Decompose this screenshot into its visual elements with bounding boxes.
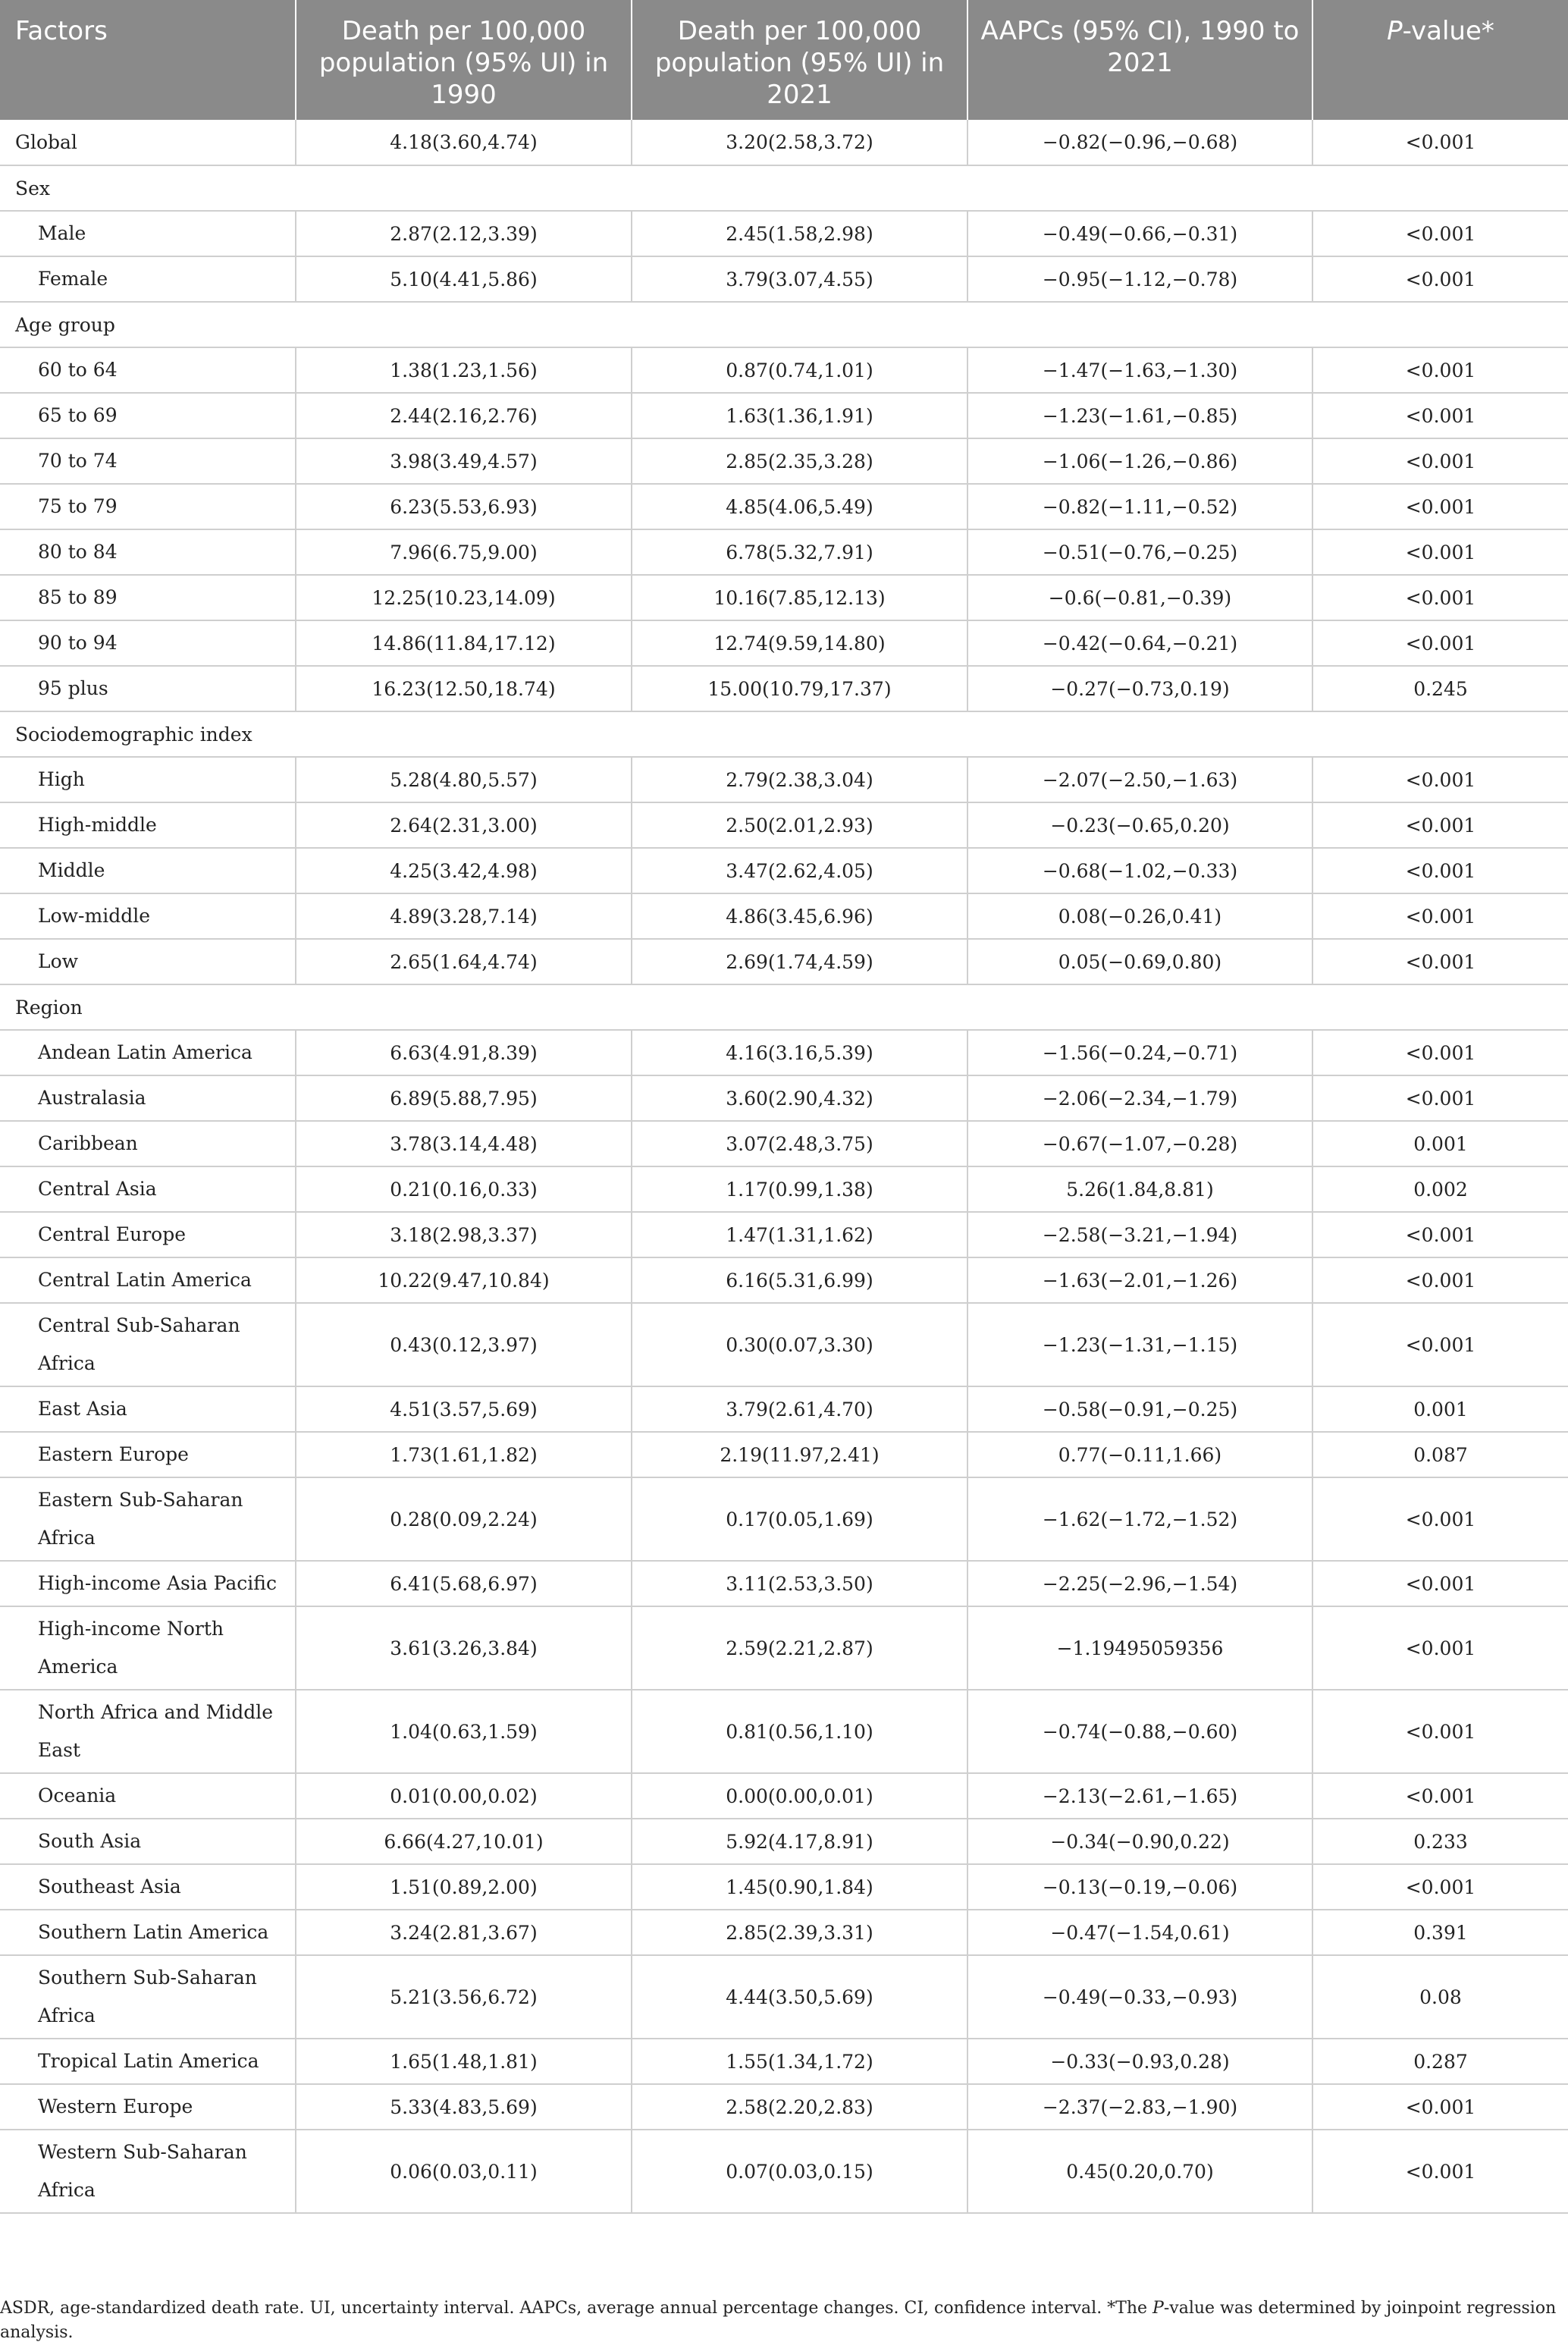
table-row xyxy=(0,438,1568,484)
cell-aapc: −0.74(−0.88,−0.60) xyxy=(967,1690,1312,1773)
table-row xyxy=(0,939,1568,984)
table-row xyxy=(0,1910,1568,1955)
cell-death-2021: 2.59(2.21,2.87) xyxy=(632,1606,967,1690)
cell-death-2021: 2.85(2.39,3.31) xyxy=(632,1910,967,1955)
cell-death-1990: 2.64(2.31,3.00) xyxy=(296,802,632,848)
table-row xyxy=(0,211,1568,256)
cell-death-1990: 1.73(1.61,1.82) xyxy=(296,1432,632,1477)
cell-p-value: <0.001 xyxy=(1312,1561,1568,1606)
table-row xyxy=(0,1477,1568,1561)
table-row xyxy=(0,1212,1568,1257)
cell-death-1990: 0.21(0.16,0.33) xyxy=(296,1166,632,1212)
cell-death-1990: 5.21(3.56,6.72) xyxy=(296,1955,632,2039)
cell-aapc: −0.82(−0.96,−0.68) xyxy=(967,120,1312,165)
table-body xyxy=(0,120,1568,2213)
cell-p-value: 0.001 xyxy=(1312,1121,1568,1166)
cell-death-2021: 1.17(0.99,1.38) xyxy=(632,1166,967,1212)
table-row xyxy=(0,575,1568,620)
table-row xyxy=(0,802,1568,848)
cell-death-2021: 2.45(1.58,2.98) xyxy=(632,211,967,256)
cell-death-2021: 3.11(2.53,3.50) xyxy=(632,1561,967,1606)
cell-death-1990: 4.89(3.28,7.14) xyxy=(296,893,632,939)
cell-factor: Male xyxy=(0,211,296,256)
cell-factor: 65 to 69 xyxy=(0,393,296,438)
header-p-value xyxy=(1312,0,1568,120)
cell-death-2021: 3.20(2.58,3.72) xyxy=(632,120,967,165)
table-row xyxy=(0,848,1568,893)
cell-aapc: −0.13(−0.19,−0.06) xyxy=(967,1864,1312,1910)
cell-p-value: <0.001 xyxy=(1312,438,1568,484)
cell-aapc: −0.51(−0.76,−0.25) xyxy=(967,529,1312,575)
cell-p-value: <0.001 xyxy=(1312,1257,1568,1303)
cell-death-2021: 6.78(5.32,7.91) xyxy=(632,529,967,575)
cell-p-value: <0.001 xyxy=(1312,1212,1568,1257)
table-row xyxy=(0,1606,1568,1690)
cell-aapc: −1.19495059356 xyxy=(967,1606,1312,1690)
cell-p-value: <0.001 xyxy=(1312,1864,1568,1910)
cell-factor: Central Europe xyxy=(0,1212,296,1257)
cell-aapc: −0.42(−0.64,−0.21) xyxy=(967,620,1312,666)
cell-death-1990: 6.63(4.91,8.39) xyxy=(296,1030,632,1075)
table-row xyxy=(0,1819,1568,1864)
cell-death-2021: 3.60(2.90,4.32) xyxy=(632,1075,967,1121)
cell-factor: Female xyxy=(0,256,296,302)
table-header xyxy=(0,0,1568,120)
cell-factor: Andean Latin America xyxy=(0,1030,296,1075)
cell-p-value: <0.001 xyxy=(1312,211,1568,256)
cell-p-value: <0.001 xyxy=(1312,575,1568,620)
cell-death-1990: 0.43(0.12,3.97) xyxy=(296,1303,632,1386)
cell-death-2021: 15.00(10.79,17.37) xyxy=(632,666,967,711)
cell-factor: High-income North America xyxy=(0,1606,296,1690)
cell-factor: 80 to 84 xyxy=(0,529,296,575)
table-row xyxy=(0,1257,1568,1303)
footnote-italic-p: P xyxy=(1152,2299,1164,2318)
cell-death-2021: 4.16(3.16,5.39) xyxy=(632,1030,967,1075)
cell-p-value: 0.287 xyxy=(1312,2039,1568,2084)
cell-p-value: <0.001 xyxy=(1312,2084,1568,2130)
cell-aapc: −0.68(−1.02,−0.33) xyxy=(967,848,1312,893)
table-row xyxy=(0,620,1568,666)
cell-factor: 70 to 74 xyxy=(0,438,296,484)
cell-p-value: <0.001 xyxy=(1312,1773,1568,1819)
section-row xyxy=(0,165,1568,211)
header-p-rest: -value* xyxy=(1402,16,1494,46)
header-p-italic: P xyxy=(1387,16,1403,46)
cell-aapc: −2.37(−2.83,−1.90) xyxy=(967,2084,1312,2130)
header-factors: Factors xyxy=(0,0,296,120)
cell-death-2021: 0.30(0.07,3.30) xyxy=(632,1303,967,1386)
cell-death-2021: 1.63(1.36,1.91) xyxy=(632,393,967,438)
cell-death-1990: 1.51(0.89,2.00) xyxy=(296,1864,632,1910)
cell-death-2021: 0.07(0.03,0.15) xyxy=(632,2130,967,2213)
table-footnote xyxy=(0,2296,1562,2345)
cell-factor: Oceania xyxy=(0,1773,296,1819)
section-title: Age group xyxy=(0,302,1568,347)
cell-p-value: <0.001 xyxy=(1312,529,1568,575)
cell-aapc: −0.33(−0.93,0.28) xyxy=(967,2039,1312,2084)
cell-death-2021: 0.00(0.00,0.01) xyxy=(632,1773,967,1819)
cell-death-1990: 6.23(5.53,6.93) xyxy=(296,484,632,529)
cell-p-value: <0.001 xyxy=(1312,347,1568,393)
cell-factor: Central Sub-Saharan Africa xyxy=(0,1303,296,1386)
cell-death-1990: 5.10(4.41,5.86) xyxy=(296,256,632,302)
cell-death-1990: 1.38(1.23,1.56) xyxy=(296,347,632,393)
cell-death-1990: 3.18(2.98,3.37) xyxy=(296,1212,632,1257)
cell-factor: High-middle xyxy=(0,802,296,848)
cell-death-1990: 6.89(5.88,7.95) xyxy=(296,1075,632,1121)
cell-aapc: −2.13(−2.61,−1.65) xyxy=(967,1773,1312,1819)
cell-factor: Australasia xyxy=(0,1075,296,1121)
table-row xyxy=(0,1773,1568,1819)
cell-p-value: <0.001 xyxy=(1312,848,1568,893)
cell-aapc: 0.05(−0.69,0.80) xyxy=(967,939,1312,984)
cell-death-2021: 12.74(9.59,14.80) xyxy=(632,620,967,666)
table-row xyxy=(0,1864,1568,1910)
cell-death-1990: 0.28(0.09,2.24) xyxy=(296,1477,632,1561)
table-row xyxy=(0,1432,1568,1477)
cell-death-1990: 4.18(3.60,4.74) xyxy=(296,120,632,165)
cell-aapc: −0.34(−0.90,0.22) xyxy=(967,1819,1312,1864)
cell-aapc: 0.08(−0.26,0.41) xyxy=(967,893,1312,939)
cell-death-1990: 0.01(0.00,0.02) xyxy=(296,1773,632,1819)
cell-aapc: −0.23(−0.65,0.20) xyxy=(967,802,1312,848)
table-row xyxy=(0,1955,1568,2039)
cell-p-value: <0.001 xyxy=(1312,1075,1568,1121)
cell-death-2021: 2.69(1.74,4.59) xyxy=(632,939,967,984)
cell-factor: Central Asia xyxy=(0,1166,296,1212)
cell-death-1990: 5.28(4.80,5.57) xyxy=(296,757,632,802)
section-row xyxy=(0,984,1568,1030)
cell-death-1990: 1.04(0.63,1.59) xyxy=(296,1690,632,1773)
cell-p-value: 0.002 xyxy=(1312,1166,1568,1212)
cell-death-2021: 2.85(2.35,3.28) xyxy=(632,438,967,484)
cell-factor: 90 to 94 xyxy=(0,620,296,666)
cell-p-value: <0.001 xyxy=(1312,802,1568,848)
cell-aapc: −0.27(−0.73,0.19) xyxy=(967,666,1312,711)
cell-factor: High-income Asia Pacific xyxy=(0,1561,296,1606)
cell-factor: Western Sub-Saharan Africa xyxy=(0,2130,296,2213)
cell-death-2021: 1.55(1.34,1.72) xyxy=(632,2039,967,2084)
cell-death-2021: 0.17(0.05,1.69) xyxy=(632,1477,967,1561)
cell-factor: 95 plus xyxy=(0,666,296,711)
cell-death-2021: 5.92(4.17,8.91) xyxy=(632,1819,967,1864)
table-row xyxy=(0,256,1568,302)
cell-death-1990: 10.22(9.47,10.84) xyxy=(296,1257,632,1303)
cell-factor: South Asia xyxy=(0,1819,296,1864)
cell-factor: Global xyxy=(0,120,296,165)
table-row xyxy=(0,120,1568,165)
cell-death-2021: 4.44(3.50,5.69) xyxy=(632,1955,967,2039)
table-row xyxy=(0,2039,1568,2084)
cell-aapc: −0.95(−1.12,−0.78) xyxy=(967,256,1312,302)
cell-aapc: −2.07(−2.50,−1.63) xyxy=(967,757,1312,802)
cell-aapc: −2.06(−2.34,−1.79) xyxy=(967,1075,1312,1121)
cell-death-1990: 5.33(4.83,5.69) xyxy=(296,2084,632,2130)
cell-p-value: <0.001 xyxy=(1312,1606,1568,1690)
cell-factor: Central Latin America xyxy=(0,1257,296,1303)
section-row xyxy=(0,302,1568,347)
cell-factor: Low xyxy=(0,939,296,984)
cell-aapc: −2.25(−2.96,−1.54) xyxy=(967,1561,1312,1606)
table-row xyxy=(0,1030,1568,1075)
table-row xyxy=(0,1166,1568,1212)
table-row xyxy=(0,1690,1568,1773)
cell-death-1990: 14.86(11.84,17.12) xyxy=(296,620,632,666)
cell-death-1990: 0.06(0.03,0.11) xyxy=(296,2130,632,2213)
cell-death-1990: 6.41(5.68,6.97) xyxy=(296,1561,632,1606)
table-row xyxy=(0,1121,1568,1166)
section-title: Sociodemographic index xyxy=(0,711,1568,757)
cell-aapc: −1.47(−1.63,−1.30) xyxy=(967,347,1312,393)
cell-aapc: −1.06(−1.26,−0.86) xyxy=(967,438,1312,484)
header-aapcs: AAPCs (95% CI), 1990 to 2021 xyxy=(967,0,1312,120)
cell-aapc: −1.62(−1.72,−1.52) xyxy=(967,1477,1312,1561)
header-death-2021: Death per 100,000 population (95% UI) in 2021 xyxy=(632,0,967,120)
cell-p-value: <0.001 xyxy=(1312,939,1568,984)
cell-death-2021: 0.81(0.56,1.10) xyxy=(632,1690,967,1773)
table-row xyxy=(0,1561,1568,1606)
cell-aapc: −1.23(−1.61,−0.85) xyxy=(967,393,1312,438)
cell-factor: 60 to 64 xyxy=(0,347,296,393)
cell-aapc: −0.67(−1.07,−0.28) xyxy=(967,1121,1312,1166)
cell-p-value: 0.08 xyxy=(1312,1955,1568,2039)
cell-aapc: −1.63(−2.01,−1.26) xyxy=(967,1257,1312,1303)
table-row xyxy=(0,666,1568,711)
footnote-main: ASDR, age-standardized death rate. UI, uncertainty interval. AAPCs, average annual percentage changes. CI, confidence interval. *The xyxy=(0,2299,1153,2318)
cell-aapc: −1.23(−1.31,−1.15) xyxy=(967,1303,1312,1386)
cell-p-value: 0.245 xyxy=(1312,666,1568,711)
cell-p-value: <0.001 xyxy=(1312,893,1568,939)
table-row xyxy=(0,393,1568,438)
cell-factor: North Africa and Middle East xyxy=(0,1690,296,1773)
table-row xyxy=(0,2084,1568,2130)
cell-death-2021: 10.16(7.85,12.13) xyxy=(632,575,967,620)
header-death-1990: Death per 100,000 population (95% UI) in 1990 xyxy=(296,0,632,120)
cell-aapc: 5.26(1.84,8.81) xyxy=(967,1166,1312,1212)
cell-death-1990: 4.51(3.57,5.69) xyxy=(296,1386,632,1432)
cell-p-value: 0.391 xyxy=(1312,1910,1568,1955)
cell-aapc: −0.47(−1.54,0.61) xyxy=(967,1910,1312,1955)
cell-death-1990: 12.25(10.23,14.09) xyxy=(296,575,632,620)
cell-death-1990: 1.65(1.48,1.81) xyxy=(296,2039,632,2084)
table-row xyxy=(0,484,1568,529)
cell-aapc: −2.58(−3.21,−1.94) xyxy=(967,1212,1312,1257)
cell-death-2021: 3.47(2.62,4.05) xyxy=(632,848,967,893)
cell-death-2021: 4.86(3.45,6.96) xyxy=(632,893,967,939)
cell-factor: 75 to 79 xyxy=(0,484,296,529)
cell-aapc: −0.49(−0.66,−0.31) xyxy=(967,211,1312,256)
cell-death-1990: 7.96(6.75,9.00) xyxy=(296,529,632,575)
table-row xyxy=(0,529,1568,575)
cell-death-2021: 0.87(0.74,1.01) xyxy=(632,347,967,393)
cell-death-1990: 3.98(3.49,4.57) xyxy=(296,438,632,484)
cell-death-1990: 2.65(1.64,4.74) xyxy=(296,939,632,984)
cell-p-value: 0.087 xyxy=(1312,1432,1568,1477)
cell-death-1990: 3.61(3.26,3.84) xyxy=(296,1606,632,1690)
cell-factor: Low-middle xyxy=(0,893,296,939)
cell-p-value: <0.001 xyxy=(1312,757,1568,802)
cell-factor: Southeast Asia xyxy=(0,1864,296,1910)
cell-death-1990: 16.23(12.50,18.74) xyxy=(296,666,632,711)
cell-death-2021: 2.50(2.01,2.93) xyxy=(632,802,967,848)
section-row xyxy=(0,711,1568,757)
cell-death-2021: 2.58(2.20,2.83) xyxy=(632,2084,967,2130)
table-row xyxy=(0,1386,1568,1432)
cell-factor: 85 to 89 xyxy=(0,575,296,620)
cell-death-1990: 3.24(2.81,3.67) xyxy=(296,1910,632,1955)
cell-factor: Eastern Europe xyxy=(0,1432,296,1477)
cell-death-2021: 3.07(2.48,3.75) xyxy=(632,1121,967,1166)
cell-factor: Middle xyxy=(0,848,296,893)
table-row xyxy=(0,893,1568,939)
cell-death-2021: 2.19(11.97,2.41) xyxy=(632,1432,967,1477)
table-row xyxy=(0,1303,1568,1386)
cell-death-1990: 2.44(2.16,2.76) xyxy=(296,393,632,438)
cell-aapc: 0.45(0.20,0.70) xyxy=(967,2130,1312,2213)
cell-factor: Tropical Latin America xyxy=(0,2039,296,2084)
cell-death-1990: 2.87(2.12,3.39) xyxy=(296,211,632,256)
cell-death-2021: 3.79(2.61,4.70) xyxy=(632,1386,967,1432)
cell-p-value: 0.233 xyxy=(1312,1819,1568,1864)
cell-p-value: <0.001 xyxy=(1312,1477,1568,1561)
section-title: Region xyxy=(0,984,1568,1030)
cell-aapc: 0.77(−0.11,1.66) xyxy=(967,1432,1312,1477)
table-row xyxy=(0,347,1568,393)
cell-factor: Southern Latin America xyxy=(0,1910,296,1955)
cell-death-2021: 6.16(5.31,6.99) xyxy=(632,1257,967,1303)
cell-aapc: −0.82(−1.11,−0.52) xyxy=(967,484,1312,529)
table-row xyxy=(0,757,1568,802)
cell-p-value: <0.001 xyxy=(1312,484,1568,529)
cell-death-1990: 4.25(3.42,4.98) xyxy=(296,848,632,893)
cell-aapc: −0.6(−0.81,−0.39) xyxy=(967,575,1312,620)
cell-p-value: <0.001 xyxy=(1312,393,1568,438)
cell-factor: East Asia xyxy=(0,1386,296,1432)
cell-death-2021: 2.79(2.38,3.04) xyxy=(632,757,967,802)
cell-factor: Caribbean xyxy=(0,1121,296,1166)
cell-aapc: −0.49(−0.33,−0.93) xyxy=(967,1955,1312,2039)
cell-p-value: <0.001 xyxy=(1312,1303,1568,1386)
cell-death-1990: 3.78(3.14,4.48) xyxy=(296,1121,632,1166)
cell-aapc: −1.56(−0.24,−0.71) xyxy=(967,1030,1312,1075)
cell-death-2021: 1.45(0.90,1.84) xyxy=(632,1864,967,1910)
cell-death-1990: 6.66(4.27,10.01) xyxy=(296,1819,632,1864)
cell-factor: Eastern Sub-Saharan Africa xyxy=(0,1477,296,1561)
cell-factor: Southern Sub-Saharan Africa xyxy=(0,1955,296,2039)
cell-p-value: <0.001 xyxy=(1312,120,1568,165)
cell-aapc: −0.58(−0.91,−0.25) xyxy=(967,1386,1312,1432)
cell-death-2021: 4.85(4.06,5.49) xyxy=(632,484,967,529)
cell-p-value: <0.001 xyxy=(1312,256,1568,302)
table-row xyxy=(0,1075,1568,1121)
cell-p-value: <0.001 xyxy=(1312,1030,1568,1075)
cell-factor: High xyxy=(0,757,296,802)
cell-death-2021: 1.47(1.31,1.62) xyxy=(632,1212,967,1257)
footnote-rest: -value was determined by joinpoint regression analysis. xyxy=(0,2299,1557,2342)
cell-death-2021: 3.79(3.07,4.55) xyxy=(632,256,967,302)
cell-p-value: <0.001 xyxy=(1312,1690,1568,1773)
cell-p-value: <0.001 xyxy=(1312,2130,1568,2213)
cell-p-value: <0.001 xyxy=(1312,620,1568,666)
cell-p-value: 0.001 xyxy=(1312,1386,1568,1432)
section-title: Sex xyxy=(0,165,1568,211)
cell-factor: Western Europe xyxy=(0,2084,296,2130)
table-row xyxy=(0,2130,1568,2213)
